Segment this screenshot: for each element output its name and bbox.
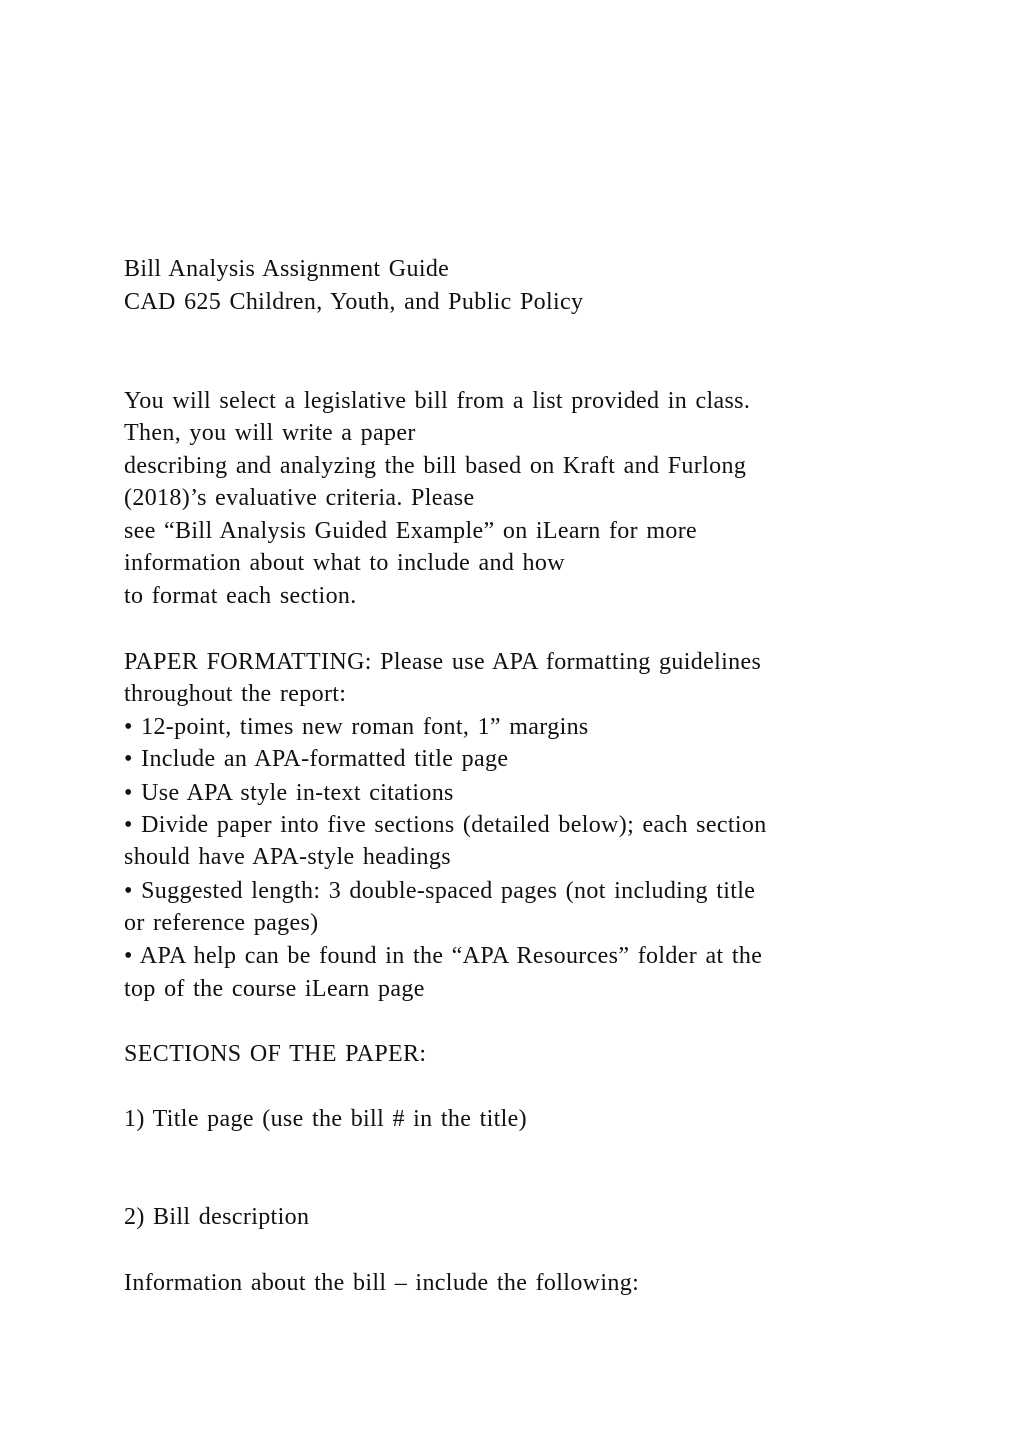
formatting-bullet: • Include an APA-formatted title page bbox=[124, 746, 509, 772]
intro-line: describing and analyzing the bill based on Kraft and Furlong bbox=[124, 453, 747, 479]
formatting-bullet: or reference pages) bbox=[124, 910, 319, 936]
intro-line: see “Bill Analysis Guided Example” on iLearn for more bbox=[124, 518, 698, 544]
formatting-bullet: • Divide paper into five sections (detailed below); each section bbox=[124, 812, 767, 838]
course-title: CAD 625 Children, Youth, and Public Policy bbox=[124, 289, 584, 315]
formatting-bullet: top of the course iLearn page bbox=[124, 976, 425, 1002]
intro-line: to format each section. bbox=[124, 583, 357, 609]
formatting-bullet: • APA help can be found in the “APA Resources” folder at the bbox=[124, 943, 763, 969]
intro-line: (2018)’s evaluative criteria. Please bbox=[124, 485, 475, 511]
formatting-bullet: should have APA-style headings bbox=[124, 844, 451, 870]
formatting-bullet: • Suggested length: 3 double-spaced pages (not including title bbox=[124, 878, 756, 904]
sections-heading: SECTIONS OF THE PAPER: bbox=[124, 1041, 427, 1067]
intro-line: information about what to include and how bbox=[124, 550, 565, 576]
intro-line: You will select a legislative bill from a list provided in class. bbox=[124, 388, 751, 414]
intro-line: Then, you will write a paper bbox=[124, 420, 416, 446]
formatting-heading: throughout the report: bbox=[124, 681, 347, 707]
section-bill-description: 2) Bill description bbox=[124, 1204, 310, 1230]
bill-info-line: Information about the bill – include the following: bbox=[124, 1270, 640, 1296]
formatting-bullet: • Use APA style in-text citations bbox=[124, 780, 454, 806]
document-title: Bill Analysis Assignment Guide bbox=[124, 256, 450, 282]
formatting-heading: PAPER FORMATTING: Please use APA formatting guidelines bbox=[124, 649, 762, 675]
section-title-page: 1) Title page (use the bill # in the title) bbox=[124, 1106, 527, 1132]
formatting-bullet: • 12-point, times new roman font, 1” margins bbox=[124, 714, 589, 740]
